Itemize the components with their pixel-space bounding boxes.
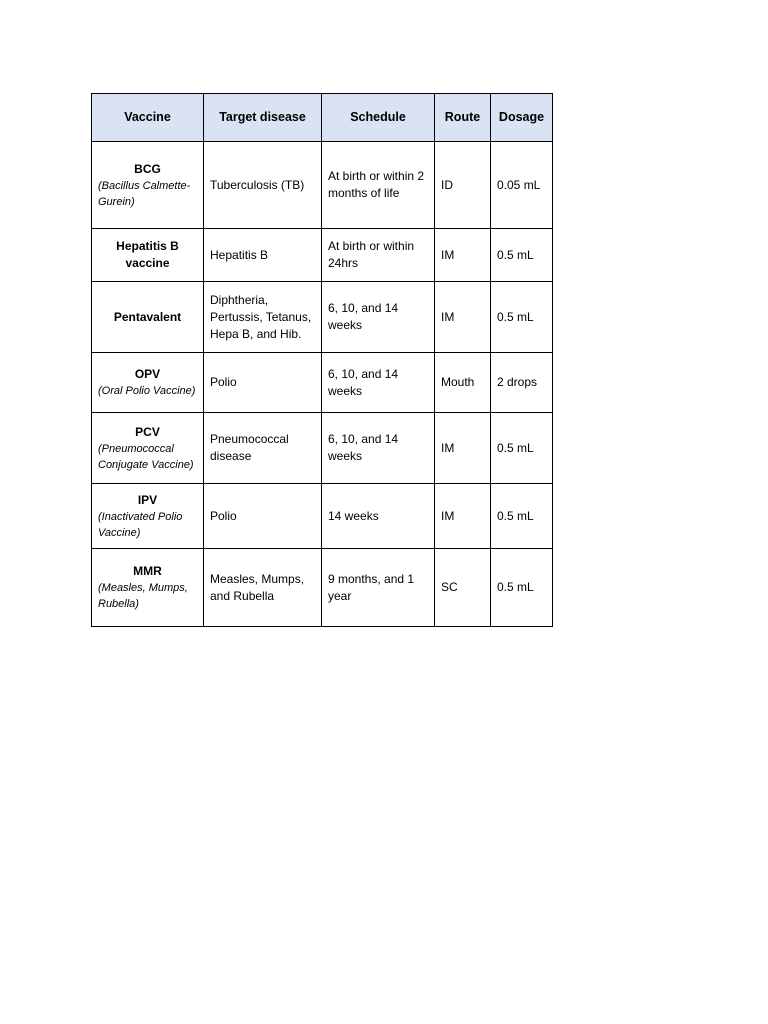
vaccine-cell (92, 229, 204, 282)
target-disease-cell: Polio (204, 484, 322, 549)
vaccine-schedule-table (91, 93, 553, 627)
schedule-cell: At birth or within 24hrs (322, 229, 435, 282)
target-disease-cell: Measles, Mumps, and Rubella (204, 549, 322, 627)
route-cell: IM (435, 229, 491, 282)
vaccine-name: BCG (134, 161, 161, 176)
vaccine-cell (92, 282, 204, 353)
vaccine-full-name: (Measles, Mumps, Rubella) (98, 582, 188, 610)
dosage-cell: 0.5 mL (491, 229, 553, 282)
vaccine-full-name: (Bacillus Calmette-Gurein) (98, 179, 191, 208)
route-cell: IM (435, 484, 491, 549)
route-cell: IM (435, 413, 491, 484)
vaccine-cell (92, 484, 204, 549)
target-disease-cell: Tuberculosis (TB) (204, 142, 322, 229)
vaccine-name: OPV (134, 367, 161, 381)
vaccine-full-name: (Inactivated Polio Vaccine) (98, 510, 183, 539)
vaccine-cell (92, 353, 204, 413)
target-disease-cell: Polio (204, 353, 322, 413)
target-disease-cell: Pneumococcal disease (204, 413, 322, 484)
route-cell: IM (435, 282, 491, 353)
header-route: Route (435, 94, 491, 142)
table-row (92, 413, 553, 484)
vaccine-full-name: (Pneumococcal Conjugate Vaccine) (98, 442, 194, 471)
schedule-cell: 6, 10, and 14 weeks (322, 353, 435, 413)
route-cell: SC (435, 549, 491, 627)
schedule-cell: 9 months, and 1 year (322, 549, 435, 627)
schedule-cell: 6, 10, and 14 weeks (322, 413, 435, 484)
vaccine-name: IPV (137, 492, 158, 507)
vaccine-cell (92, 413, 204, 484)
dosage-cell: 0.5 mL (491, 549, 553, 627)
dosage-cell: 0.5 mL (491, 484, 553, 549)
dosage-cell: 2 drops (491, 353, 553, 413)
vaccine-name: PCV (135, 424, 160, 439)
vaccine-name: Pentavalent (113, 309, 182, 324)
table-row (92, 549, 553, 627)
route-cell: ID (435, 142, 491, 229)
schedule-cell: At birth or within 2 months of life (322, 142, 435, 229)
table-header-row (92, 94, 553, 142)
vaccine-cell (92, 142, 204, 229)
target-disease-cell: Hepatitis B (204, 229, 322, 282)
header-dosage: Dosage (491, 94, 553, 142)
table-row (92, 142, 553, 229)
table-row (92, 353, 553, 413)
route-cell: Mouth (435, 353, 491, 413)
table-row (92, 229, 553, 282)
vaccine-full-name: (Oral Polio Vaccine) (98, 385, 196, 397)
header-schedule: Schedule (322, 94, 435, 142)
target-disease-cell: Diphtheria, Pertussis, Tetanus, Hepa B, and Hib. (204, 282, 322, 353)
dosage-cell: 0.5 mL (491, 413, 553, 484)
vaccine-name: MMR (133, 564, 162, 578)
vaccine-name: Hepatitis B vaccine (116, 239, 179, 270)
header-target-disease: Target disease (204, 94, 322, 142)
schedule-cell: 14 weeks (322, 484, 435, 549)
dosage-cell: 0.05 mL (491, 142, 553, 229)
schedule-cell: 6, 10, and 14 weeks (322, 282, 435, 353)
dosage-cell: 0.5 mL (491, 282, 553, 353)
table-row (92, 484, 553, 549)
table-row (92, 282, 553, 353)
vaccine-cell (92, 549, 204, 627)
header-vaccine: Vaccine (92, 94, 204, 142)
